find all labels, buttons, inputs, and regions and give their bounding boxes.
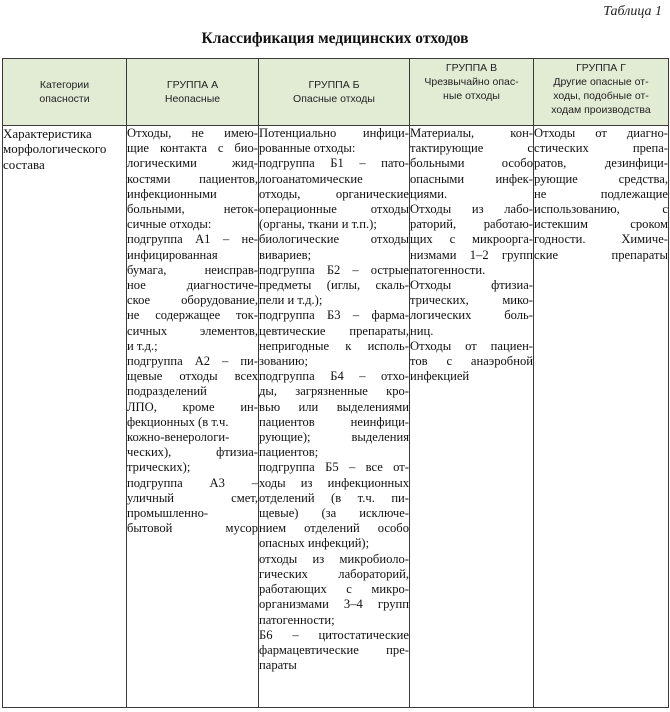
text-line: щевые) (за исключе- bbox=[259, 506, 409, 521]
text-line: вивариев; bbox=[259, 247, 312, 262]
cell-group-v bbox=[410, 126, 534, 708]
text-line: ские препараты bbox=[534, 247, 668, 262]
cell-group-g bbox=[534, 126, 669, 708]
text-line: трических); bbox=[127, 460, 191, 475]
table-title: Классификация медицинских отходов bbox=[201, 30, 469, 47]
text-line: патогенности. bbox=[410, 262, 486, 277]
text-line: вью или выделениями bbox=[259, 399, 409, 414]
text-line: ды, загрязненные кро- bbox=[259, 384, 409, 399]
text-line: не содержащее ток- bbox=[127, 308, 258, 323]
text-line: бумага, неисправ- bbox=[127, 262, 258, 277]
header-row bbox=[3, 59, 669, 126]
text-line: гических лабораторий, bbox=[259, 566, 409, 581]
text-line: Отходы от пациен- bbox=[410, 338, 533, 353]
header-group-a bbox=[127, 59, 259, 126]
text-line: ниц. bbox=[410, 323, 434, 338]
text-line: Характеристика bbox=[3, 126, 92, 141]
table-number-label: Таблица 1 bbox=[603, 4, 662, 19]
text-line: пациентов; bbox=[259, 445, 319, 460]
text-line: ные отходы bbox=[443, 90, 500, 102]
text-line: уличный смет, bbox=[127, 490, 258, 505]
text-line: подгруппа Б1 – пато- bbox=[259, 156, 409, 171]
text-line: морфологического bbox=[3, 141, 107, 157]
header-group-g bbox=[534, 59, 669, 126]
text-line: щих с микроорга- bbox=[410, 232, 533, 247]
text-line: цевтические препараты, bbox=[259, 323, 409, 338]
text-line: опасных инфекций); bbox=[259, 536, 370, 551]
text-line: опасными инфек- bbox=[410, 171, 533, 186]
text-line: непригодные к исполь- bbox=[259, 338, 409, 353]
text-line: бытовой мусор bbox=[127, 521, 258, 536]
header-group-b bbox=[259, 59, 410, 126]
text-line: использованию, с bbox=[534, 202, 668, 217]
text-line: инфекцией bbox=[410, 369, 470, 384]
cell-group-a bbox=[127, 126, 259, 708]
text-line: Другие опасные от- bbox=[553, 76, 649, 88]
text-line: сичные отходы: bbox=[127, 217, 212, 232]
text-line: Б6 – цитостатические bbox=[259, 627, 409, 642]
text-line: сичных элементов, bbox=[127, 323, 258, 338]
text-line: Материалы, кон- bbox=[410, 126, 533, 140]
text-line: не подлежащие bbox=[534, 186, 668, 201]
text-line: логоанатомические bbox=[259, 171, 363, 186]
waste-classification-table bbox=[2, 58, 669, 708]
text-line: фармацевтические пре- bbox=[259, 642, 409, 657]
text-line: Неопасные bbox=[164, 93, 221, 105]
text-line: ГРУППА Б bbox=[308, 79, 360, 91]
text-line: щевые отходы всех bbox=[127, 369, 258, 384]
text-line: трических, мико- bbox=[410, 293, 533, 308]
text-line: подгруппа А1 – не- bbox=[127, 232, 258, 247]
text-line: ГРУППА В bbox=[445, 62, 498, 74]
text-line: Чрезвычайно опас- bbox=[424, 76, 519, 88]
text-line: логических боль- bbox=[410, 308, 533, 323]
text-line: истекшим сроком bbox=[534, 217, 668, 232]
text-line: опасности bbox=[39, 93, 90, 105]
text-line: ходам производства bbox=[551, 104, 651, 116]
text-line: пациентов неинфици- bbox=[259, 414, 409, 429]
text-line: подгруппа Б5 – все от- bbox=[259, 460, 409, 475]
text-line: работающих с микро- bbox=[259, 582, 409, 597]
text-line: Отходы из лабо- bbox=[410, 202, 533, 217]
text-line: логическими жид- bbox=[127, 156, 258, 171]
cell-category bbox=[3, 126, 127, 708]
text-line: Опасные отходы bbox=[293, 93, 375, 105]
text-line: циями. bbox=[410, 186, 448, 201]
text-line: нием отделений особо bbox=[259, 521, 409, 536]
text-line: стических препа- bbox=[534, 141, 668, 156]
text-line: рующие средства, bbox=[534, 171, 668, 186]
text-line: раторий, работаю- bbox=[410, 217, 533, 232]
text-line: щие контакта с био- bbox=[127, 141, 258, 156]
text-line: зованию; bbox=[259, 354, 308, 369]
text-line: ческих), фтизиа- bbox=[127, 445, 258, 460]
text-line: ное диагностиче- bbox=[127, 278, 258, 293]
text-line: больными особо bbox=[410, 156, 533, 171]
text-line: ходы из инфекционных bbox=[259, 475, 409, 490]
header-categories bbox=[3, 59, 127, 126]
text-line: тов с анаэробной bbox=[410, 354, 533, 369]
text-line: инфекционными bbox=[127, 186, 217, 201]
text-line: отделений (в т.ч. пи- bbox=[259, 490, 409, 505]
header-group-v bbox=[410, 59, 534, 126]
text-line: патогенности; bbox=[259, 612, 335, 627]
text-line: ское оборудование, bbox=[127, 293, 258, 308]
text-line: ГРУППА Г bbox=[576, 62, 626, 74]
text-line: Потенциально инфици- bbox=[259, 126, 409, 140]
text-line: подразделений bbox=[127, 384, 207, 399]
text-line: пели и т.д.); bbox=[259, 293, 323, 308]
text-line: Отходы от диагно- bbox=[534, 126, 668, 140]
text-line: организмами 3–4 групп bbox=[259, 597, 409, 612]
text-line: биологические отходы bbox=[259, 232, 409, 247]
text-line: (органы, ткани и т.п.); bbox=[259, 217, 377, 232]
text-line: низмами 1–2 групп bbox=[410, 247, 533, 262]
text-line: промышленно- bbox=[127, 506, 209, 521]
text-line: предметы (иглы, скаль- bbox=[259, 278, 409, 293]
text-line: кожно-венерологи- bbox=[127, 430, 230, 445]
text-line: Категории bbox=[39, 79, 90, 91]
text-line: костями пациентов, bbox=[127, 171, 258, 186]
text-line: фекционных (в т.ч. bbox=[127, 414, 229, 429]
text-line: Отходы фтизиа- bbox=[410, 278, 533, 293]
text-line: операционные отходы bbox=[259, 202, 409, 217]
text-line: подгруппа Б3 – фарма- bbox=[259, 308, 409, 323]
text-line: тактирующие с bbox=[410, 141, 533, 156]
text-line: подгруппа Б4 – отхо- bbox=[259, 369, 409, 384]
text-line: и т.д.; bbox=[127, 338, 158, 353]
text-line: отходы, органические bbox=[259, 186, 409, 201]
text-line: ЛПО, кроме ин- bbox=[127, 399, 258, 414]
text-line: состава bbox=[3, 156, 45, 172]
table-row bbox=[3, 126, 669, 708]
text-line: рующие); выделения bbox=[259, 430, 409, 445]
cell-group-b bbox=[259, 126, 410, 708]
text-line: отходы из микробиоло- bbox=[259, 551, 409, 566]
text-line: подгруппа А3 – bbox=[127, 475, 258, 490]
text-line: годности. Химиче- bbox=[534, 232, 668, 247]
text-line: подгруппа Б2 – острые bbox=[259, 262, 409, 277]
text-line: инфицированная bbox=[127, 247, 218, 262]
text-line: Отходы, не имею- bbox=[127, 126, 258, 140]
text-line: больными, неток- bbox=[127, 202, 258, 217]
text-line: параты bbox=[259, 658, 297, 673]
text-line: ратов, дезинфици- bbox=[534, 156, 668, 171]
text-line: ГРУППА А bbox=[166, 79, 219, 91]
text-line: подгруппа А2 – пи- bbox=[127, 354, 258, 369]
text-line: ходы, подобные от- bbox=[553, 90, 649, 102]
text-line: рованные отходы: bbox=[259, 141, 356, 156]
